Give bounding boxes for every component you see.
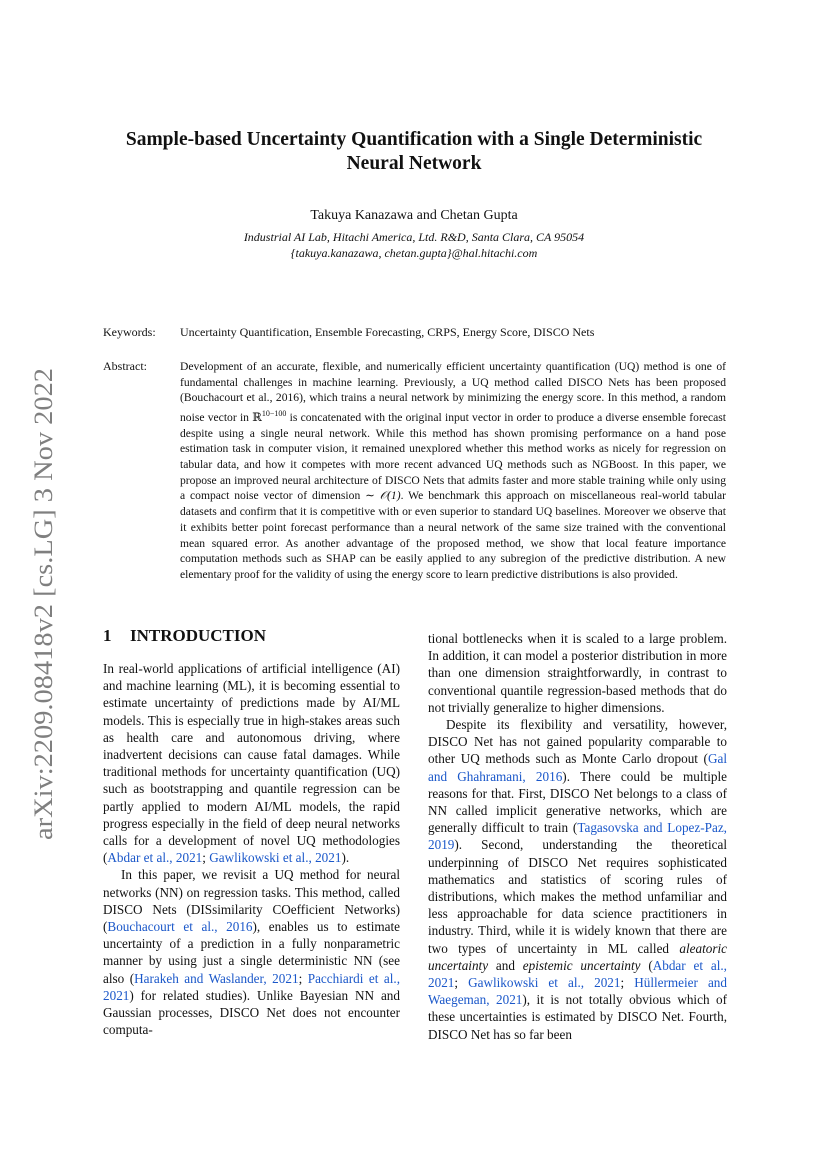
- authors: Takuya Kanazawa and Chetan Gupta: [310, 208, 518, 223]
- text: ). Second, understanding the theoretical underpinning of DISCO Net requires sophisticated mathematics and statistics of scoring rules of distributions, which makes the method unfamiliar and less approachable for data science practitioners in industry. Third, while it is widely known that there are two types of uncertainty in ML called: [428, 837, 727, 956]
- keywords: Uncertainty Quantification, Ensemble Forecasting, CRPS, Energy Score, DISCO Nets: [180, 325, 595, 339]
- citation-link[interactable]: Pacchiardi et al., 2021: [103, 970, 401, 1003]
- abstract-text: [180, 359, 726, 583]
- text: ), it is not totally obvious which of these uncertainties is estimated by DISCO Net. Fourth, DISCO Net has so far been: [428, 992, 727, 1042]
- text: In real-world applications of artificial intelligence (AI) and machine learning (ML), it is becoming essential to estimate uncertainty of predictions made by AI/ML models. This is especially true in high-stakes areas such as health care and autonomous driving, where inadvertent decisions can cause fatal damages. While traditional methods for uncertainty quantification (UQ) such as bootstrapping and quantile regression can be partly applied to modern AI/ML models, the rapid progress especially in the field of deep neural networks calls for a development of novel UQ methodologies: [103, 661, 400, 849]
- abstract-math-order: ∼ 𝒪(1): [365, 489, 401, 503]
- intro-paragraph-2: [103, 866, 400, 1038]
- abstract-label: Abstract:: [103, 359, 147, 373]
- citation-link[interactable]: Hüllermeier and Waegeman, 2021: [428, 975, 727, 1008]
- paren: (: [640, 957, 653, 973]
- abstract-math-exponent: 10−100: [261, 409, 287, 419]
- affiliation-block: [100, 229, 728, 261]
- citation-link[interactable]: Abdar et al., 2021: [107, 850, 203, 866]
- intro-paragraph-4: [428, 716, 727, 1043]
- intro-paragraph-1: [103, 660, 400, 866]
- citation-link[interactable]: Tagasovska and Lopez-Paz, 2019: [428, 820, 727, 853]
- separator: ;: [298, 970, 308, 986]
- abstract-math-R: ℝ: [252, 410, 262, 424]
- section-number: 1: [103, 626, 112, 645]
- paren: (: [103, 850, 108, 866]
- citation-link[interactable]: Abdar et al., 2021: [428, 957, 727, 991]
- paren: ).: [341, 850, 350, 866]
- text: and: [488, 957, 523, 973]
- keywords-label: Keywords:: [103, 325, 156, 339]
- arxiv-id-text: arXiv:2209.08418v2 [cs.LG] 3 Nov 2022: [29, 408, 58, 840]
- section-heading: [103, 626, 266, 646]
- separator: ;: [454, 975, 469, 991]
- citation-link[interactable]: Gawlikowski et al., 2021: [209, 850, 342, 866]
- separator: ;: [620, 975, 635, 991]
- abstract-part-3: . We benchmark this approach on miscellaneous real-world tabular datasets and confirm that it is competitive with or even superior to standard UQ baselines. Moreover we observe that it exhibits better point forecast performance than a neural network of the same size trained with the conventional mean squared error. As another advantage of the proposed method, we show that local feature importance computation methods such as SHAP can be easily applied to any subregion of the predictive distribution. A new elementary proof for the validity of using the energy score to learn predictive distributions is also provided.: [180, 489, 726, 581]
- text: ) for related studies). Unlike Bayesian NN and Gaussian processes, DISCO Net does not encounter computa-: [103, 987, 400, 1038]
- title-line-1: Sample-based Uncertainty Quantification with a Single Deterministic: [125, 129, 703, 150]
- separator: ;: [202, 850, 210, 866]
- citation-link[interactable]: Bouchacourt et al., 2016: [107, 919, 253, 935]
- author-emails: {takuya.kanazawa, chetan.gupta}@hal.hitachi.com: [290, 246, 538, 260]
- text: Despite its flexibility and versatility, however, DISCO Net has not gained popularity comparable to other UQ methods such as Monte Carlo dropout (: [428, 717, 727, 767]
- right-column: [428, 630, 727, 1043]
- emphasis: epistemic uncertainty: [522, 957, 641, 973]
- intro-paragraph-3: tional bottlenecks when it is scaled to a large problem. In addition, it can model a posterior distribution in more than one dimension straightforwardly, in contrast to conventional quantile regression-based methods that do not trivially generalize to higher dimensions.: [428, 631, 727, 715]
- paper-title: [100, 128, 728, 176]
- abstract-part-2: is concatenated with the original input vector in order to produce a diverse ensemble forecast despite using a single neural network. While this method has shown promising performance on a hand pose estimation task in computer vision, it remained unexplored whether this method works as nicely for regression on tabular data, and how it competes with more recent advanced UQ methods such as NGBoost. In this paper, we propose an improved neural architecture of DISCO Nets that admits faster and more stable training while only using a compact noise vector of dimension: [180, 410, 726, 503]
- text: In this paper, we revisit a UQ method for neural networks (NN) on regression tasks. This method, called DISCO Nets (DISsimilarity COefficient Networks) (: [103, 867, 400, 935]
- title-line-2: Neural Network: [346, 153, 482, 174]
- text: ). There could be multiple reasons for that. First, DISCO Net belongs to a class of NN called implicit generative networks, which are generally difficult to train (: [428, 768, 727, 836]
- citation-link[interactable]: Gawlikowski et al., 2021: [468, 975, 621, 991]
- abstract-part-1: Development of an accurate, flexible, and numerically efficient uncertainty quantification (UQ) method is one of fundamental challenges in machine learning. Previously, a UQ method called DISCO Nets has been proposed (Bouchacourt et al., 2016), which trains a neural network by minimizing the energy score. In this method, a random noise vector in: [180, 360, 726, 424]
- section-title: INTRODUCTION: [130, 626, 267, 645]
- affiliation: Industrial AI Lab, Hitachi America, Ltd. R&D, Santa Clara, CA 95054: [243, 230, 585, 244]
- left-column: [103, 660, 400, 1038]
- arxiv-identifier: [20, 366, 60, 842]
- citation-link[interactable]: Gal and Ghahramani, 2016: [428, 751, 727, 784]
- text: ), enables us to estimate uncertainty of a prediction in a fully nonparametric manner by using just a single deterministic NN (see also (: [103, 919, 400, 986]
- citation-link[interactable]: Harakeh and Waslander, 2021: [134, 970, 299, 986]
- emphasis: aleatoric uncertainty: [428, 940, 727, 973]
